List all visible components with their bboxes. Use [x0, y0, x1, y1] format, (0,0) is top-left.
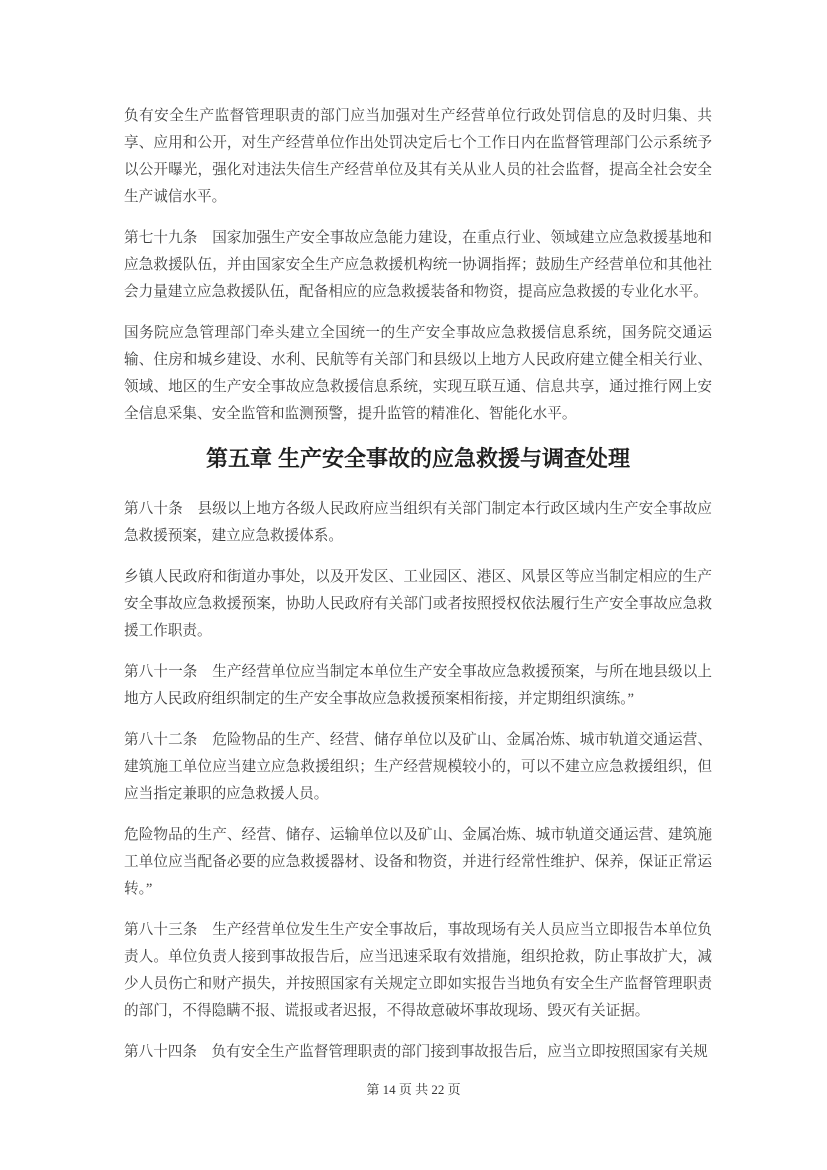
- paragraph: 乡镇人民政府和街道办事处，以及开发区、工业园区、港区、风景区等应当制定相应的生产安全事故应急救援预案，协助人民政府有关部门或者按照授权依法履行生产安全事故应急救援工作职责。: [124, 569, 712, 639]
- chapter-heading: 第五章 生产安全事故的应急救援与调查处理: [205, 446, 631, 471]
- paragraph-article-82: 第八十二条 危险物品的生产、经营、储存单位以及矿山、金属冶炼、城市轨道交通运营、建筑施工单位应当建立应急救援组织；生产经营规模较小的，可以不建立应急救援组织，但应当指定兼职的应急救援人员。: [124, 732, 712, 802]
- paragraph-article-81: 第八十一条 生产经营单位应当制定本单位生产安全事故应急救援预案，与所在地县级以上地方人民政府组织制定的生产安全事故应急救援预案相衔接，并定期组织演练。”: [124, 664, 712, 707]
- page-footer: [0, 1080, 827, 1100]
- page-number-text: 第 14 页 共 22 页: [366, 1082, 461, 1097]
- document-content: [124, 0, 712, 1080]
- paragraph: 危险物品的生产、经营、储存、运输单位以及矿山、金属冶炼、城市轨道交通运营、建筑施工单位应当配备必要的应急救援器材、设备和物资，并进行经常性维护、保养，保证正常运转。”: [124, 827, 712, 897]
- paragraph: 负有安全生产监督管理职责的部门应当加强对生产经营单位行政处罚信息的及时归集、共享、应用和公开，对生产经营单位作出处罚决定后七个工作日内在监督管理部门公示系统予以公开曝光，强化对违法失信生产经营单位及其有关从业人员的社会监督，提高全社会安全生产诚信水平。: [124, 108, 712, 205]
- paragraph-article-79: 第七十九条 国家加强生产安全事故应急能力建设，在重点行业、领域建立应急救援基地和应急救援队伍，并由国家安全生产应急救援机构统一协调指挥；鼓励生产经营单位和其他社会力量建立应急救援队伍，配备相应的应急救援装备和物资，提高应急救援的专业化水平。: [124, 230, 712, 300]
- paragraph-article-83: 第八十三条 生产经营单位发生生产安全事故后，事故现场有关人员应当立即报告本单位负责人。单位负责人接到事故报告后，应当迅速采取有效措施，组织抢救，防止事故扩大，减少人员伤亡和财产损失，并按照国家有关规定立即如实报告当地负有安全生产监督管理职责的部门，不得隐瞒不报、谎报或者迟报，不得故意破坏事故现场、毁灭有关证据。: [124, 922, 712, 1019]
- paragraph-article-84: 第八十四条 负有安全生产监督管理职责的部门接到事故报告后，应当立即按照国家有关规: [124, 1044, 708, 1060]
- paragraph-article-80: 第八十条 县级以上地方各级人民政府应当组织有关部门制定本行政区域内生产安全事故应急救援预案，建立应急救援体系。: [124, 501, 712, 544]
- paragraph: 国务院应急管理部门牵头建立全国统一的生产安全事故应急救援信息系统，国务院交通运输、住房和城乡建设、水利、民航等有关部门和县级以上地方人民政府建立健全相关行业、领域、地区的生产安全事故应急救援信息系统，实现互联互通、信息共享，通过推行网上安全信息采集、安全监管和监测预警，提升监管的精准化、智能化水平。: [124, 325, 712, 422]
